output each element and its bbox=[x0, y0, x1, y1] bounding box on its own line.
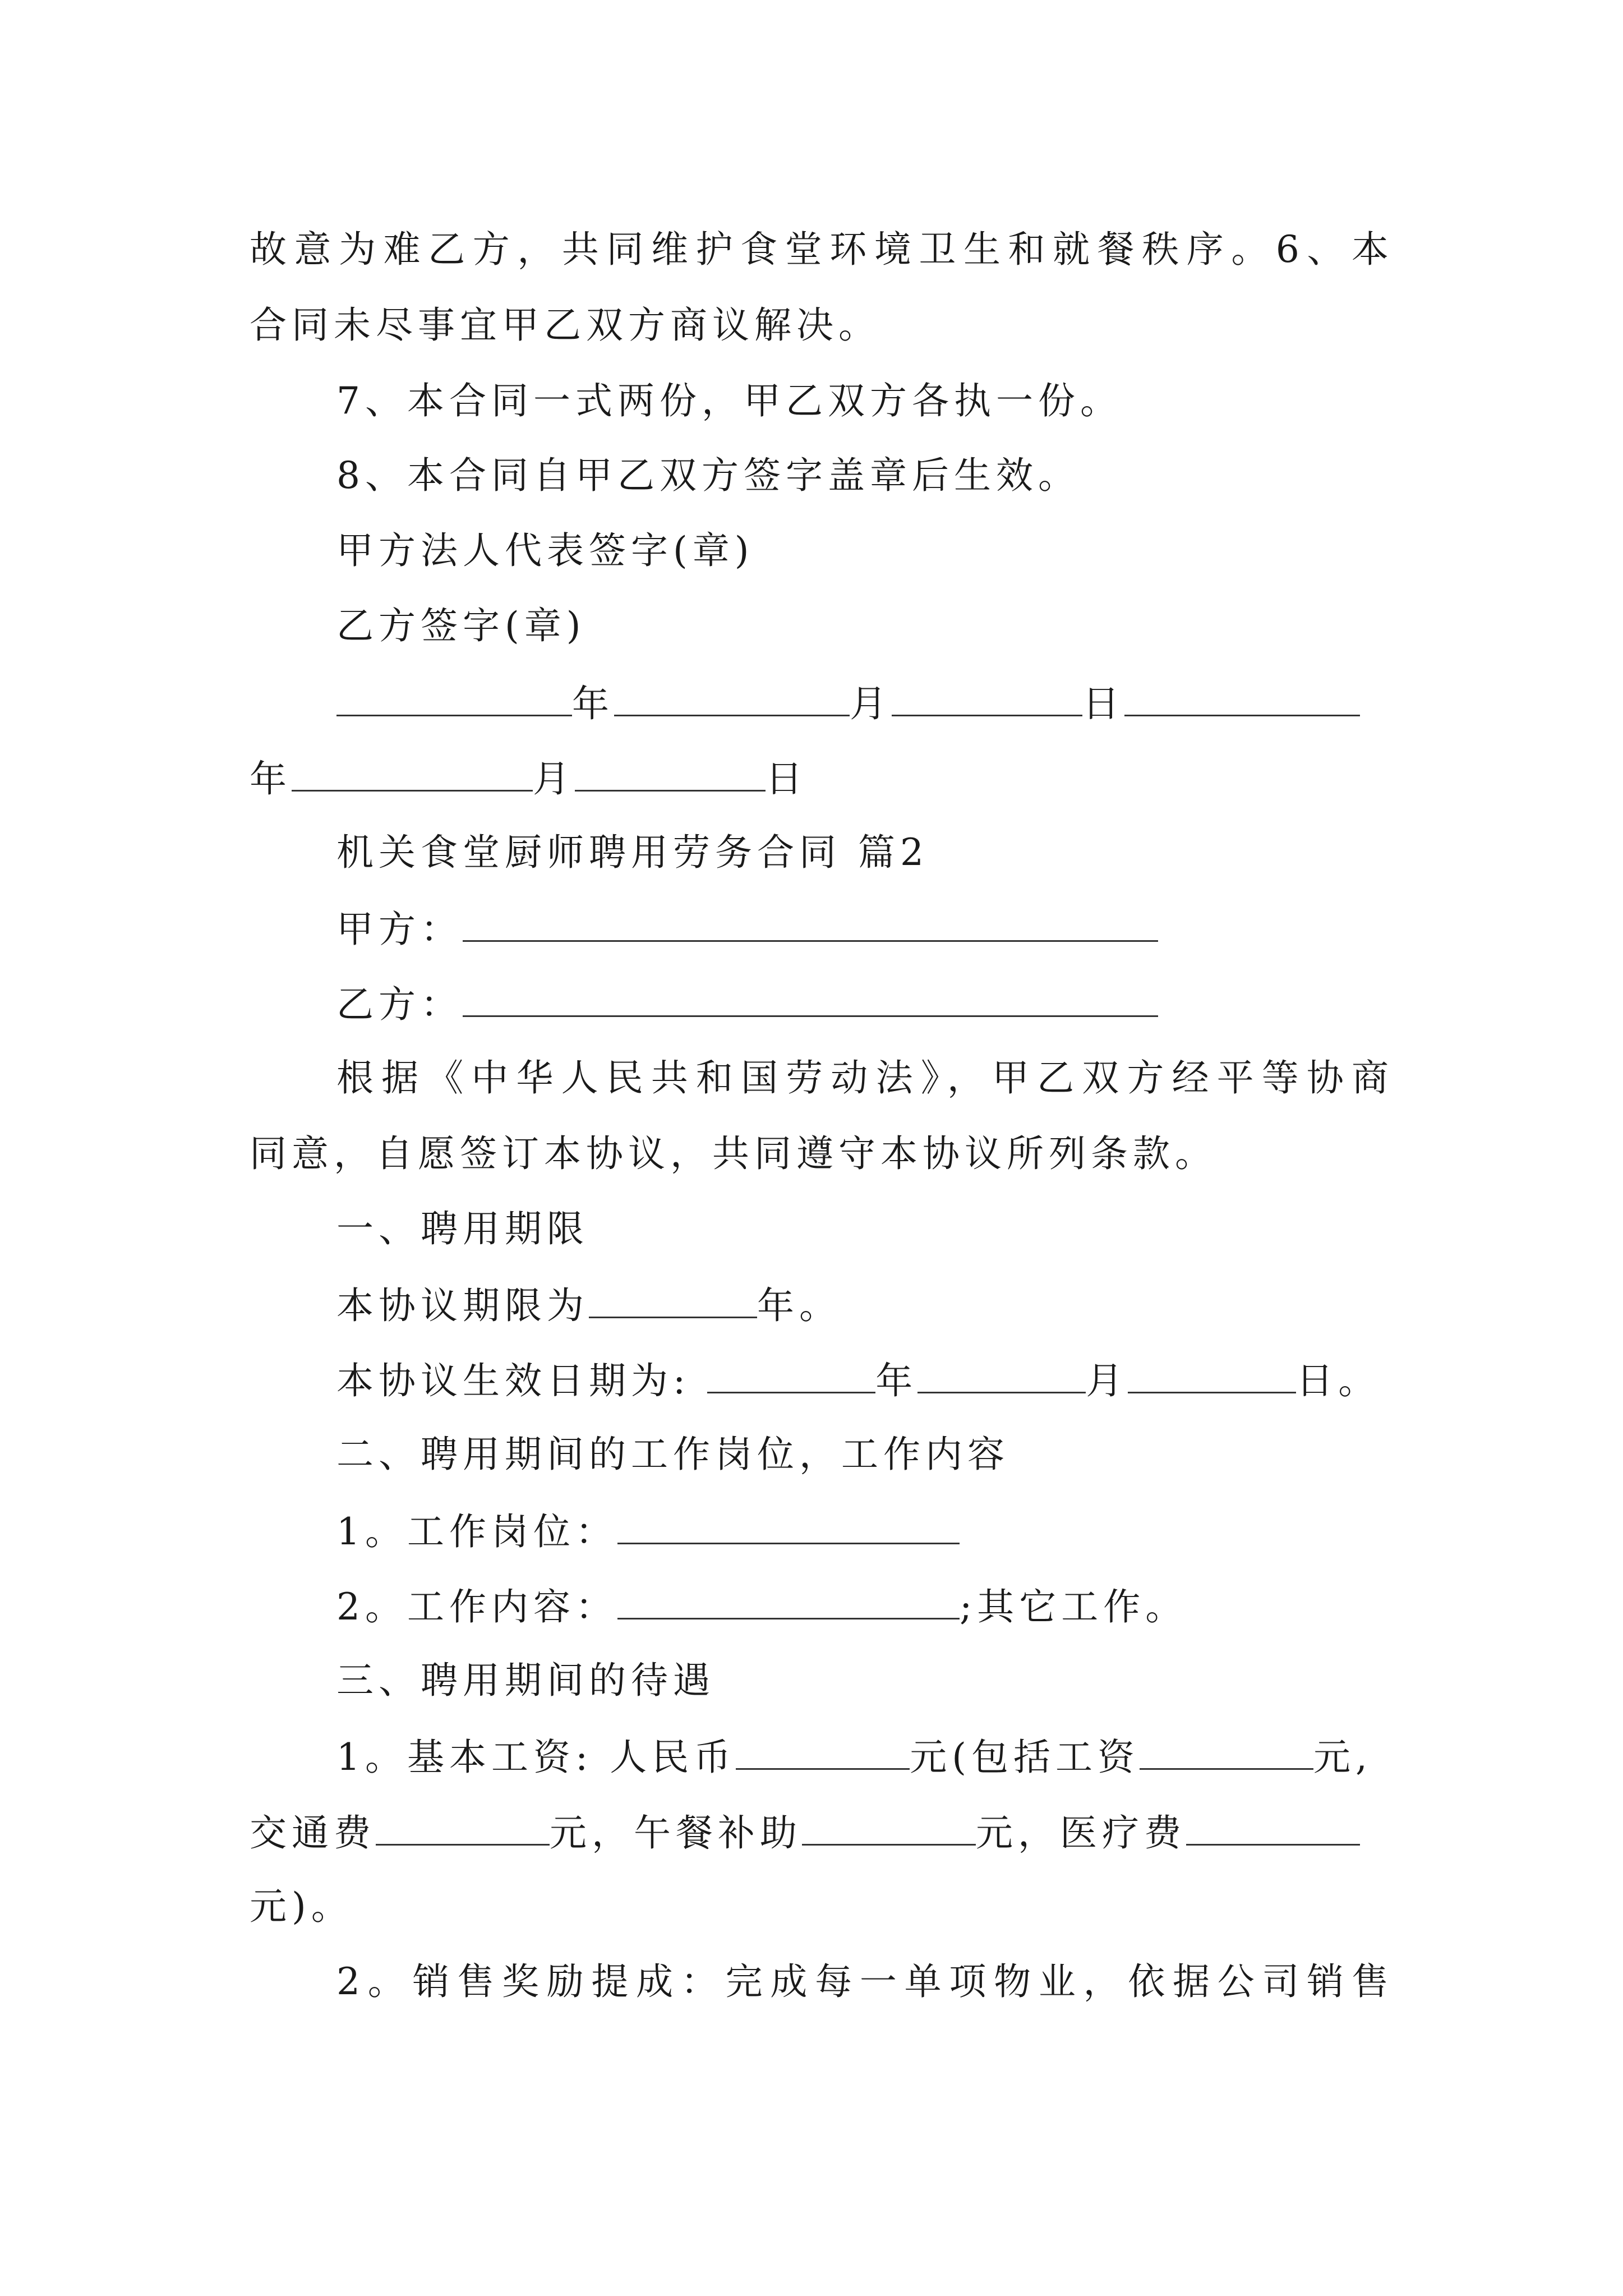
party-a-blank bbox=[463, 905, 1158, 942]
date-line-b bbox=[250, 755, 1394, 800]
heading-pay: 三、聘用期间的待遇 bbox=[336, 1659, 715, 1702]
date-month-label: 月 bbox=[850, 682, 892, 725]
heading-term: 一、聘用期限 bbox=[336, 1207, 589, 1250]
date-year-label: 年 bbox=[875, 1359, 918, 1402]
date-day-label: 日 bbox=[766, 757, 808, 800]
party-b-signature-label: 乙方签字(章) bbox=[336, 604, 586, 647]
blank-field bbox=[336, 680, 572, 716]
blank-field bbox=[589, 1282, 757, 1318]
blank-field bbox=[802, 1809, 976, 1846]
party-b-line bbox=[336, 981, 1394, 1025]
party-b-blank bbox=[463, 981, 1158, 1017]
blank-field bbox=[1128, 1357, 1296, 1393]
date-month-label: 月 bbox=[533, 757, 575, 800]
heading-position: 二、聘用期间的工作岗位，工作内容 bbox=[336, 1433, 1009, 1476]
paragraph-line: 合同未尽事宜甲乙双方商议解决。 bbox=[250, 303, 880, 347]
blank-field bbox=[1186, 1809, 1360, 1846]
clause-8: 8、本合同自甲乙双方签字盖章后生效。 bbox=[336, 454, 1080, 497]
position-label: 1。工作岗位： bbox=[336, 1510, 617, 1553]
salary-label: 1。基本工资: 人民币 bbox=[336, 1736, 736, 1779]
party-a-label: 甲方： bbox=[336, 908, 463, 951]
allowance-line bbox=[250, 1809, 1394, 1854]
salary-line bbox=[336, 1733, 1394, 1778]
blank-field bbox=[707, 1357, 875, 1393]
paragraph-line: 根据《中华人民共和国劳动法》，甲乙双方经平等协商 bbox=[336, 1056, 1394, 1099]
content-label: 2。工作内容： bbox=[336, 1585, 617, 1628]
paragraph-line: 2。销售奖励提成：完成每一单项物业，依据公司销售 bbox=[336, 1960, 1394, 2003]
term-label: 本协议期限为 bbox=[336, 1284, 589, 1327]
blank-field bbox=[376, 1809, 550, 1846]
blank-field bbox=[917, 1357, 1086, 1393]
term-unit: 年。 bbox=[757, 1284, 841, 1327]
effective-date-label: 本协议生效日期为: bbox=[336, 1359, 708, 1402]
party-a-signature-label: 甲方法人代表签字(章) bbox=[336, 529, 754, 572]
blank-field bbox=[575, 755, 766, 792]
salary-end: 元, bbox=[1313, 1736, 1372, 1779]
date-day-label: 日。 bbox=[1296, 1359, 1381, 1402]
salary-mid: 元(包括工资 bbox=[910, 1736, 1140, 1779]
content-line bbox=[336, 1583, 1394, 1628]
blank-field bbox=[1124, 680, 1360, 716]
date-year-label: 年 bbox=[250, 757, 292, 800]
transport-label: 交通费 bbox=[250, 1811, 376, 1855]
date-line-a bbox=[336, 680, 1394, 725]
blank-field bbox=[617, 1583, 960, 1619]
blank-field bbox=[617, 1508, 960, 1544]
blank-field bbox=[1140, 1733, 1313, 1770]
lunch-label: 元，午餐补助 bbox=[550, 1811, 802, 1855]
party-b-label: 乙方： bbox=[336, 983, 463, 1026]
blank-field bbox=[892, 680, 1082, 716]
paragraph-line: 同意，自愿签订本协议，共同遵守本协议所列条款。 bbox=[250, 1132, 1217, 1175]
blank-field bbox=[292, 755, 533, 792]
medical-label: 元，医疗费 bbox=[976, 1811, 1186, 1855]
blank-field bbox=[614, 680, 850, 716]
date-year-label: 年 bbox=[572, 682, 614, 725]
effective-date-line bbox=[336, 1357, 1394, 1402]
section-title: 机关食堂厨师聘用劳务合同 篇2 bbox=[336, 831, 929, 874]
paragraph-line: 故意为难乙方，共同维护食堂环境卫生和就餐秩序。6、本 bbox=[250, 228, 1394, 271]
party-a-line bbox=[336, 905, 1394, 950]
paragraph-line: 元)。 bbox=[250, 1885, 353, 1928]
date-day-label: 日 bbox=[1082, 682, 1124, 725]
blank-field bbox=[736, 1733, 910, 1770]
term-line bbox=[336, 1282, 1394, 1327]
clause-7: 7、本合同一式两份，甲乙双方各执一份。 bbox=[336, 379, 1122, 422]
position-line bbox=[336, 1508, 1394, 1553]
content-other: ;其它工作。 bbox=[960, 1585, 1188, 1628]
date-month-label: 月 bbox=[1086, 1359, 1128, 1402]
